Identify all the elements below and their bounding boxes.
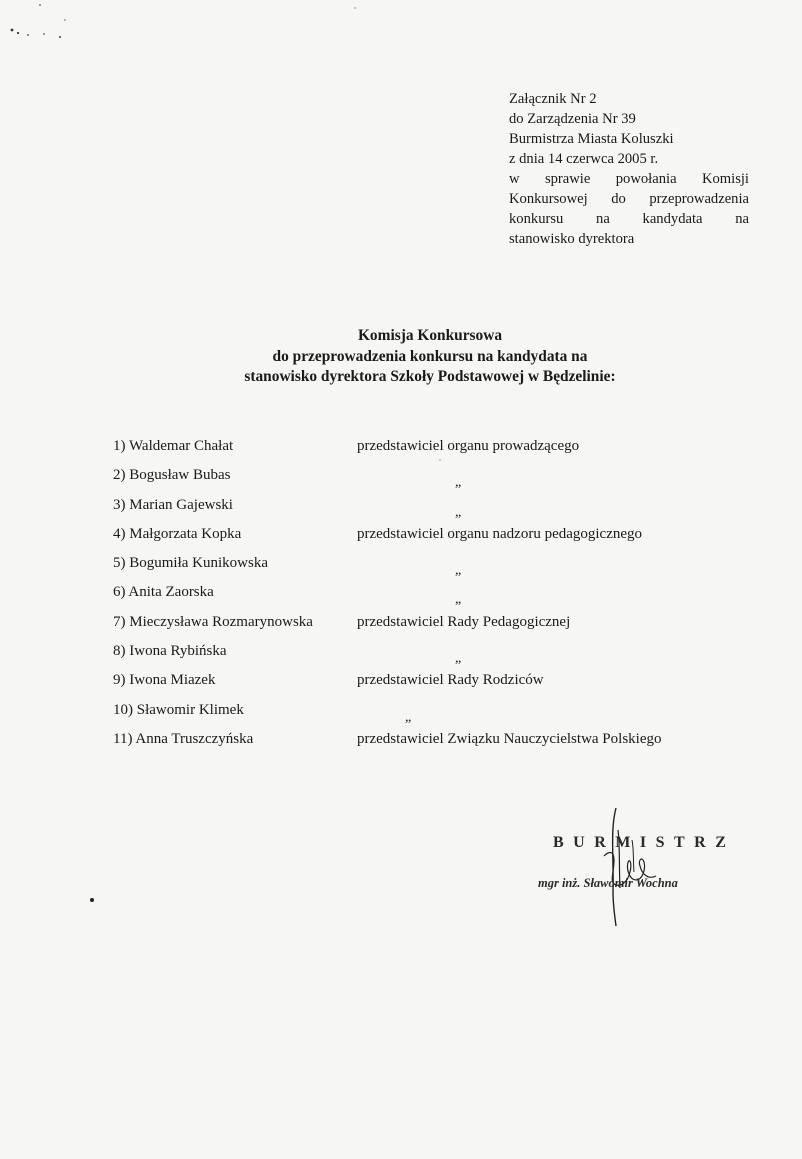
- attachment-line-3: Burmistrza Miasta Koluszki: [509, 131, 674, 147]
- ditto-mark: „: [455, 563, 462, 579]
- member-name: 4) Małgorzata Kopka: [113, 525, 242, 542]
- heading-line-1: Komisja Konkursowa: [357, 327, 503, 344]
- member-row: [113, 555, 753, 584]
- member-name: 2) Bogusław Bubas: [113, 467, 231, 484]
- member-name: 8) Iwona Rybińska: [113, 643, 227, 660]
- attachment-line-4: z dnia 14 czerwca 2005 r.: [509, 151, 659, 167]
- member-role: przedstawiciel organu nadzoru pedagogicznego: [357, 525, 643, 542]
- member-row: [113, 672, 753, 701]
- attachment-line-6: Konkursowej do przeprowadzenia: [509, 191, 749, 207]
- heading-line-2: do przeprowadzenia konkursu na kandydata na: [272, 347, 588, 365]
- member-row: [113, 497, 753, 526]
- member-row: [113, 526, 753, 555]
- member-name: 6) Anita Zaorska: [113, 584, 214, 601]
- member-role: przedstawiciel organu prowadzącego: [357, 438, 580, 454]
- member-row: [113, 702, 753, 731]
- attachment-line-7: konkursu na kandydata na: [509, 211, 749, 227]
- member-row: [113, 467, 753, 496]
- member-name: 10) Sławomir Klimek: [113, 701, 244, 718]
- member-row: [113, 731, 753, 760]
- member-name: 9) Iwona Miazek: [113, 672, 216, 689]
- member-name: 5) Bogumiła Kunikowska: [113, 555, 268, 572]
- member-name: 1) Waldemar Chałat: [113, 438, 234, 454]
- member-role: przedstawiciel Związku Nauczycielstwa Polskiego: [357, 730, 662, 747]
- member-list: [113, 438, 753, 760]
- member-name: 11) Anna Truszczyńska: [113, 730, 254, 747]
- ditto-mark: „: [455, 592, 462, 608]
- ditto-mark: „: [455, 475, 462, 491]
- signature-title: BURMISTRZ: [553, 834, 736, 851]
- member-row: [113, 643, 753, 672]
- attachment-line-1: Załącznik Nr 2: [509, 91, 597, 107]
- attachment-line-5: w sprawie powołania Komisji: [509, 171, 749, 187]
- member-name: 3) Marian Gajewski: [113, 496, 233, 513]
- member-name: 7) Mieczysława Rozmarynowska: [113, 613, 313, 630]
- attachment-line-2: do Zarządzenia Nr 39: [509, 111, 636, 127]
- attachment-note: [509, 89, 749, 249]
- member-role: przedstawiciel Rady Pedagogicznej: [357, 613, 571, 630]
- attachment-line-8: stanowisko dyrektora: [509, 231, 635, 247]
- document-heading: [150, 326, 710, 388]
- ditto-mark: „: [405, 709, 412, 725]
- member-row: [113, 584, 753, 613]
- heading-line-3: stanowisko dyrektora Szkoły Podstawowej w Będzelinie:: [244, 368, 616, 385]
- member-role: przedstawiciel Rady Rodziców: [357, 672, 544, 689]
- handwritten-signature: [580, 800, 680, 930]
- member-row: [113, 614, 753, 643]
- signature-name: mgr inż. Sławomir Wochna: [538, 876, 678, 890]
- ditto-mark: „: [455, 504, 462, 520]
- ditto-mark: „: [455, 651, 462, 667]
- member-row: [113, 438, 753, 467]
